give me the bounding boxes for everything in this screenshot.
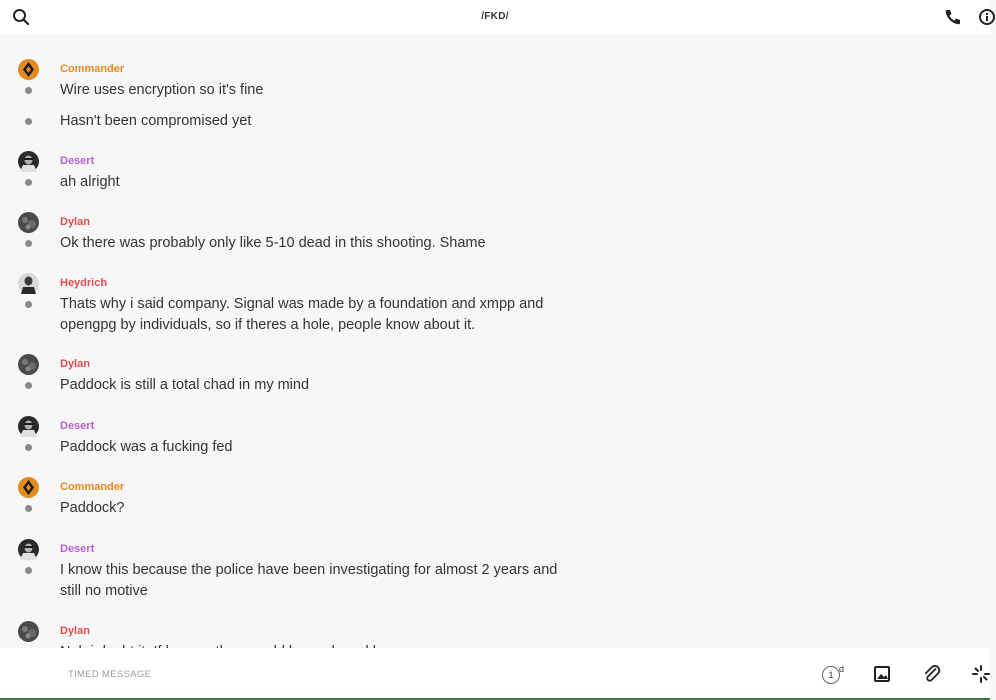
author-name[interactable]: Dylan bbox=[60, 625, 90, 637]
ping-icon[interactable] bbox=[971, 664, 991, 684]
avatar-heydrich[interactable] bbox=[18, 273, 39, 294]
delivery-status-dot bbox=[25, 382, 32, 389]
message-text: Ok there was probably only like 5-10 dead in this shooting. Shame bbox=[60, 235, 486, 251]
avatar-dylan[interactable] bbox=[18, 621, 39, 642]
delivery-status-dot bbox=[25, 444, 32, 451]
message-text: Thats why i said company. Signal was made by a foundation and xmpp and opengpg by individuals, so if theres a hole, people know about it. bbox=[60, 296, 544, 333]
author-name[interactable]: Heydrich bbox=[60, 277, 108, 289]
author-name[interactable]: Desert bbox=[60, 155, 95, 167]
avatar-commander[interactable] bbox=[18, 477, 39, 498]
message-text: Paddock? bbox=[60, 500, 125, 516]
delivery-status-dot bbox=[25, 240, 32, 247]
delivery-status-dot bbox=[25, 87, 32, 94]
avatar-dylan[interactable] bbox=[18, 212, 39, 233]
avatar-desert[interactable] bbox=[18, 539, 39, 560]
author-name[interactable]: Commander bbox=[60, 481, 125, 493]
author-name[interactable]: Desert bbox=[60, 543, 95, 555]
timed-message-button[interactable] bbox=[822, 664, 848, 686]
message-input[interactable]: TIMED MESSAGE bbox=[68, 669, 152, 680]
delivery-status-dot bbox=[25, 567, 32, 574]
delivery-status-dot bbox=[25, 301, 32, 308]
avatar-commander[interactable] bbox=[18, 59, 39, 80]
message-text: Hasn't been compromised yet bbox=[60, 113, 252, 129]
conversation-title[interactable]: /FKD/ bbox=[481, 11, 509, 22]
delivery-status-dot bbox=[25, 179, 32, 186]
timer-value: 1 bbox=[822, 666, 840, 684]
avatar-desert[interactable] bbox=[18, 151, 39, 172]
author-name[interactable]: Desert bbox=[60, 420, 95, 432]
conversation-details-icon[interactable] bbox=[978, 8, 996, 26]
author-name[interactable]: Dylan bbox=[60, 216, 90, 228]
avatar-dylan[interactable] bbox=[18, 354, 39, 375]
timer-unit: d bbox=[839, 664, 845, 674]
author-name[interactable]: Commander bbox=[60, 63, 125, 75]
message-text: Paddock is still a total chad in my mind bbox=[60, 377, 310, 393]
message-text: Wire uses encryption so it's fine bbox=[60, 82, 264, 98]
message-text: I know this because the police have been investigating for almost 2 years and still no motive bbox=[60, 562, 558, 599]
avatar-desert[interactable] bbox=[18, 416, 39, 437]
author-name[interactable]: Dylan bbox=[60, 358, 90, 370]
message-list[interactable] bbox=[0, 34, 990, 648]
delivery-status-dot bbox=[25, 505, 32, 512]
message-text: Paddock was a fucking fed bbox=[60, 439, 233, 455]
call-icon[interactable] bbox=[944, 8, 962, 26]
message-composer bbox=[0, 648, 990, 698]
delivery-status-dot bbox=[25, 118, 32, 125]
conversation-header bbox=[0, 0, 990, 34]
paperclip-icon[interactable] bbox=[922, 664, 942, 684]
image-icon[interactable] bbox=[873, 665, 891, 683]
message-text: ah alright bbox=[60, 174, 120, 190]
